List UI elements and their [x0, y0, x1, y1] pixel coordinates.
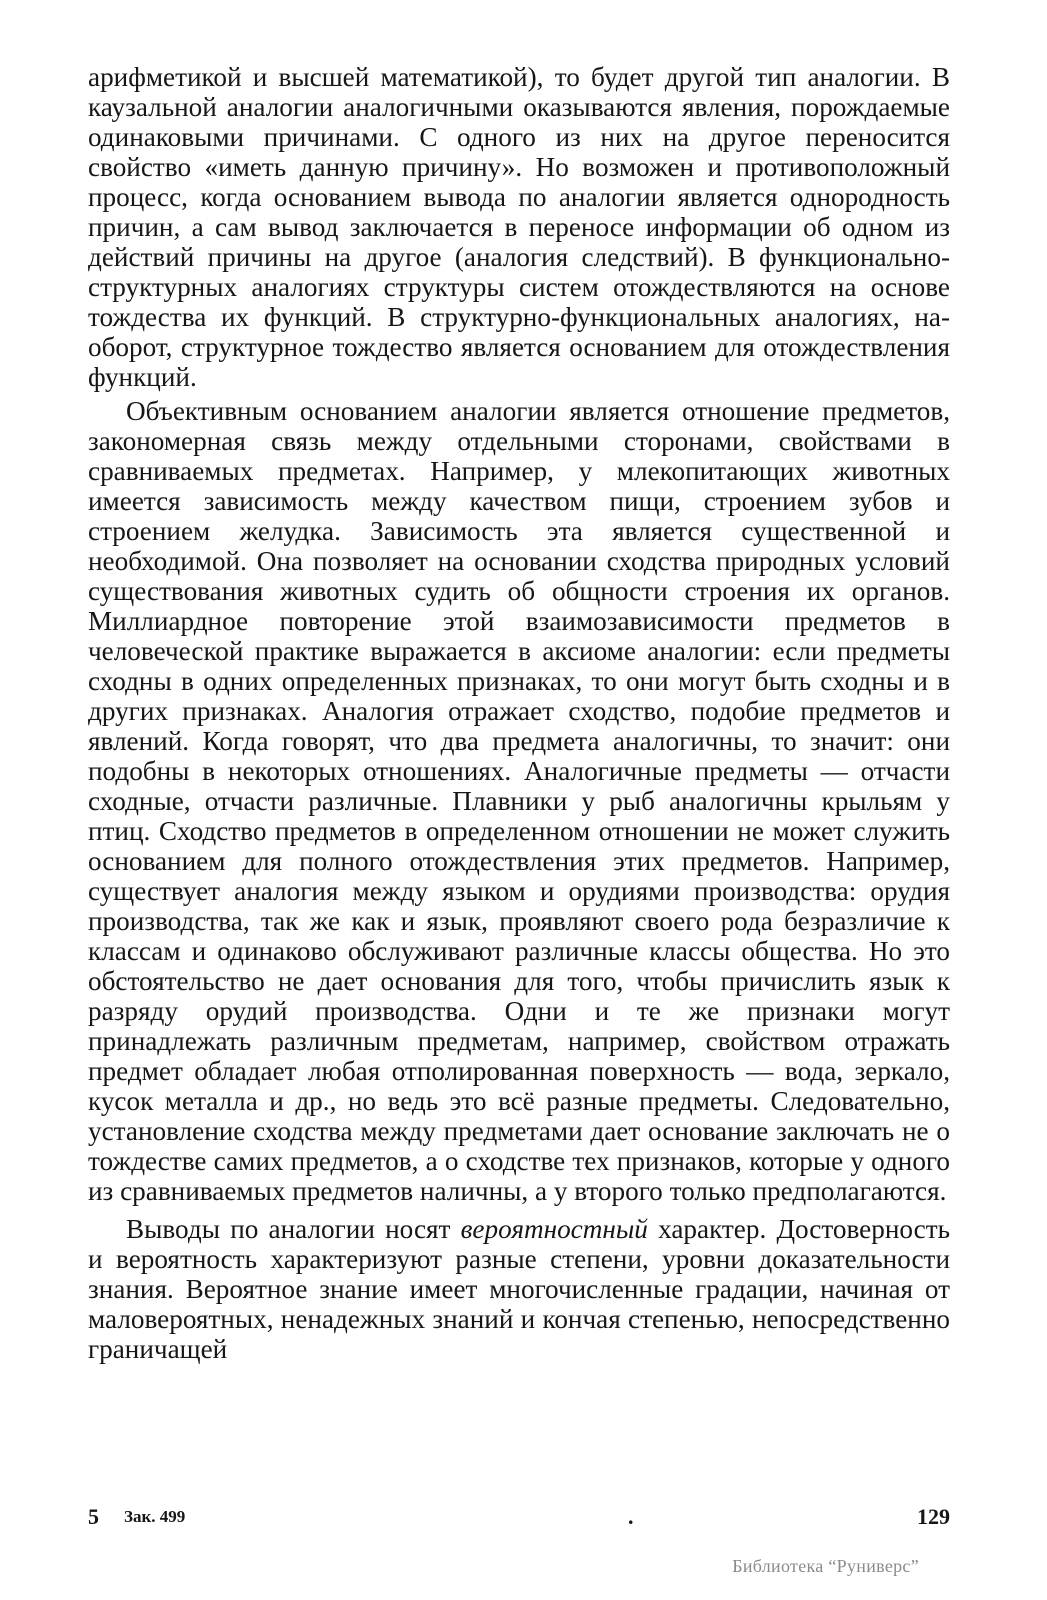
- page-body: [88, 62, 950, 1364]
- paragraph-2: Объективным основанием аналогии является отношение предметов, закономерная связь между отдельными сторонами, свойствами в сравниваемых предметах. Например, у млекопитающих животных имеется зависимость между качеством пищи, строением зубов и строением желудка. Зависимость эта является существенной и необходимой. Она позволяет на основании сходства природных условий существования животных судить об общности строения их органов. Миллиардное повторение этой взаимозависимости предметов в человеческой практике выражается в аксиоме аналогии: если предметы сходны в одних определенных признаках, то они могут быть сходны и в других признаках. Аналогия отражает сходство, подобие предметов и явлений. Когда говорят, что два предмета аналогичны, то значит: они подобны в некоторых отношениях. Аналогичные предметы — отчасти сходные, отчасти различные. Плавники у рыб аналогичны крыльям у птиц. Сходство предметов в определенном отношении не может служить основанием для полного отождествления этих предметов. Например, существует аналогия между языком и орудиями производства: орудия производства, так же как и язык, проявляют своего рода безразличие к классам и одинаково обслуживают различные классы общества. Но это обстоятельство не дает основания для того, чтобы причислить язык к разряду орудий производства. Одни и те же признаки могут принадлежать различным предметам, например, свойством отражать предмет обладает любая отполированная поверхность — вода, зеркало, кусок металла и др., но ведь это всё разные предметы. Следовательно, установление сходства между предметами дает основание заключать не о тождестве самих предметов, а о сходстве тех признаков, которые у одного из сравниваемых предметов наличны, а у второго только предполагаются.: [88, 396, 950, 1206]
- paragraph-3-end: характер. Достоверность и вероятность характеризуют разные степени, уровни доказательности знания. Вероятное знание имеет многочисленные градации, начиная от маловероятных, ненадежных знаний и кончая степенью, непосредственно граничащей: [88, 1214, 950, 1364]
- page-number: 129: [917, 1504, 950, 1529]
- library-watermark: Библиотека “Руниверс”: [732, 1556, 919, 1576]
- page-footer: [88, 1504, 950, 1534]
- footer-dot: .: [628, 1504, 634, 1529]
- paragraph-3: [88, 1214, 950, 1364]
- paragraph-1: арифметикой и высшей математикой), то будет другой тип аналогии. В каузальной аналогии аналогичными оказываются явления, порождаемые одинаковыми причинами. С одного из них на другое переносится свойство «иметь данную причину». Но возможен и противоположный процесс, когда основанием вывода по аналогии является однородность причин, а сам вывод заключается в переносе информации об одном из действий причины на другое (аналогия следствий). В функционально-структурных аналогиях структуры систем отождествляются на основе тождества их функций. В структурно-функциональных аналогиях, наоборот, структурное тождество является основанием для отождествления функций.: [88, 62, 950, 392]
- signature-number: 5: [88, 1504, 99, 1529]
- paragraph-3-start: Выводы по аналогии носят: [126, 1214, 461, 1244]
- signature-order: Зак. 499: [124, 1507, 186, 1526]
- paragraph-3-italic-term: вероятностный: [460, 1214, 648, 1244]
